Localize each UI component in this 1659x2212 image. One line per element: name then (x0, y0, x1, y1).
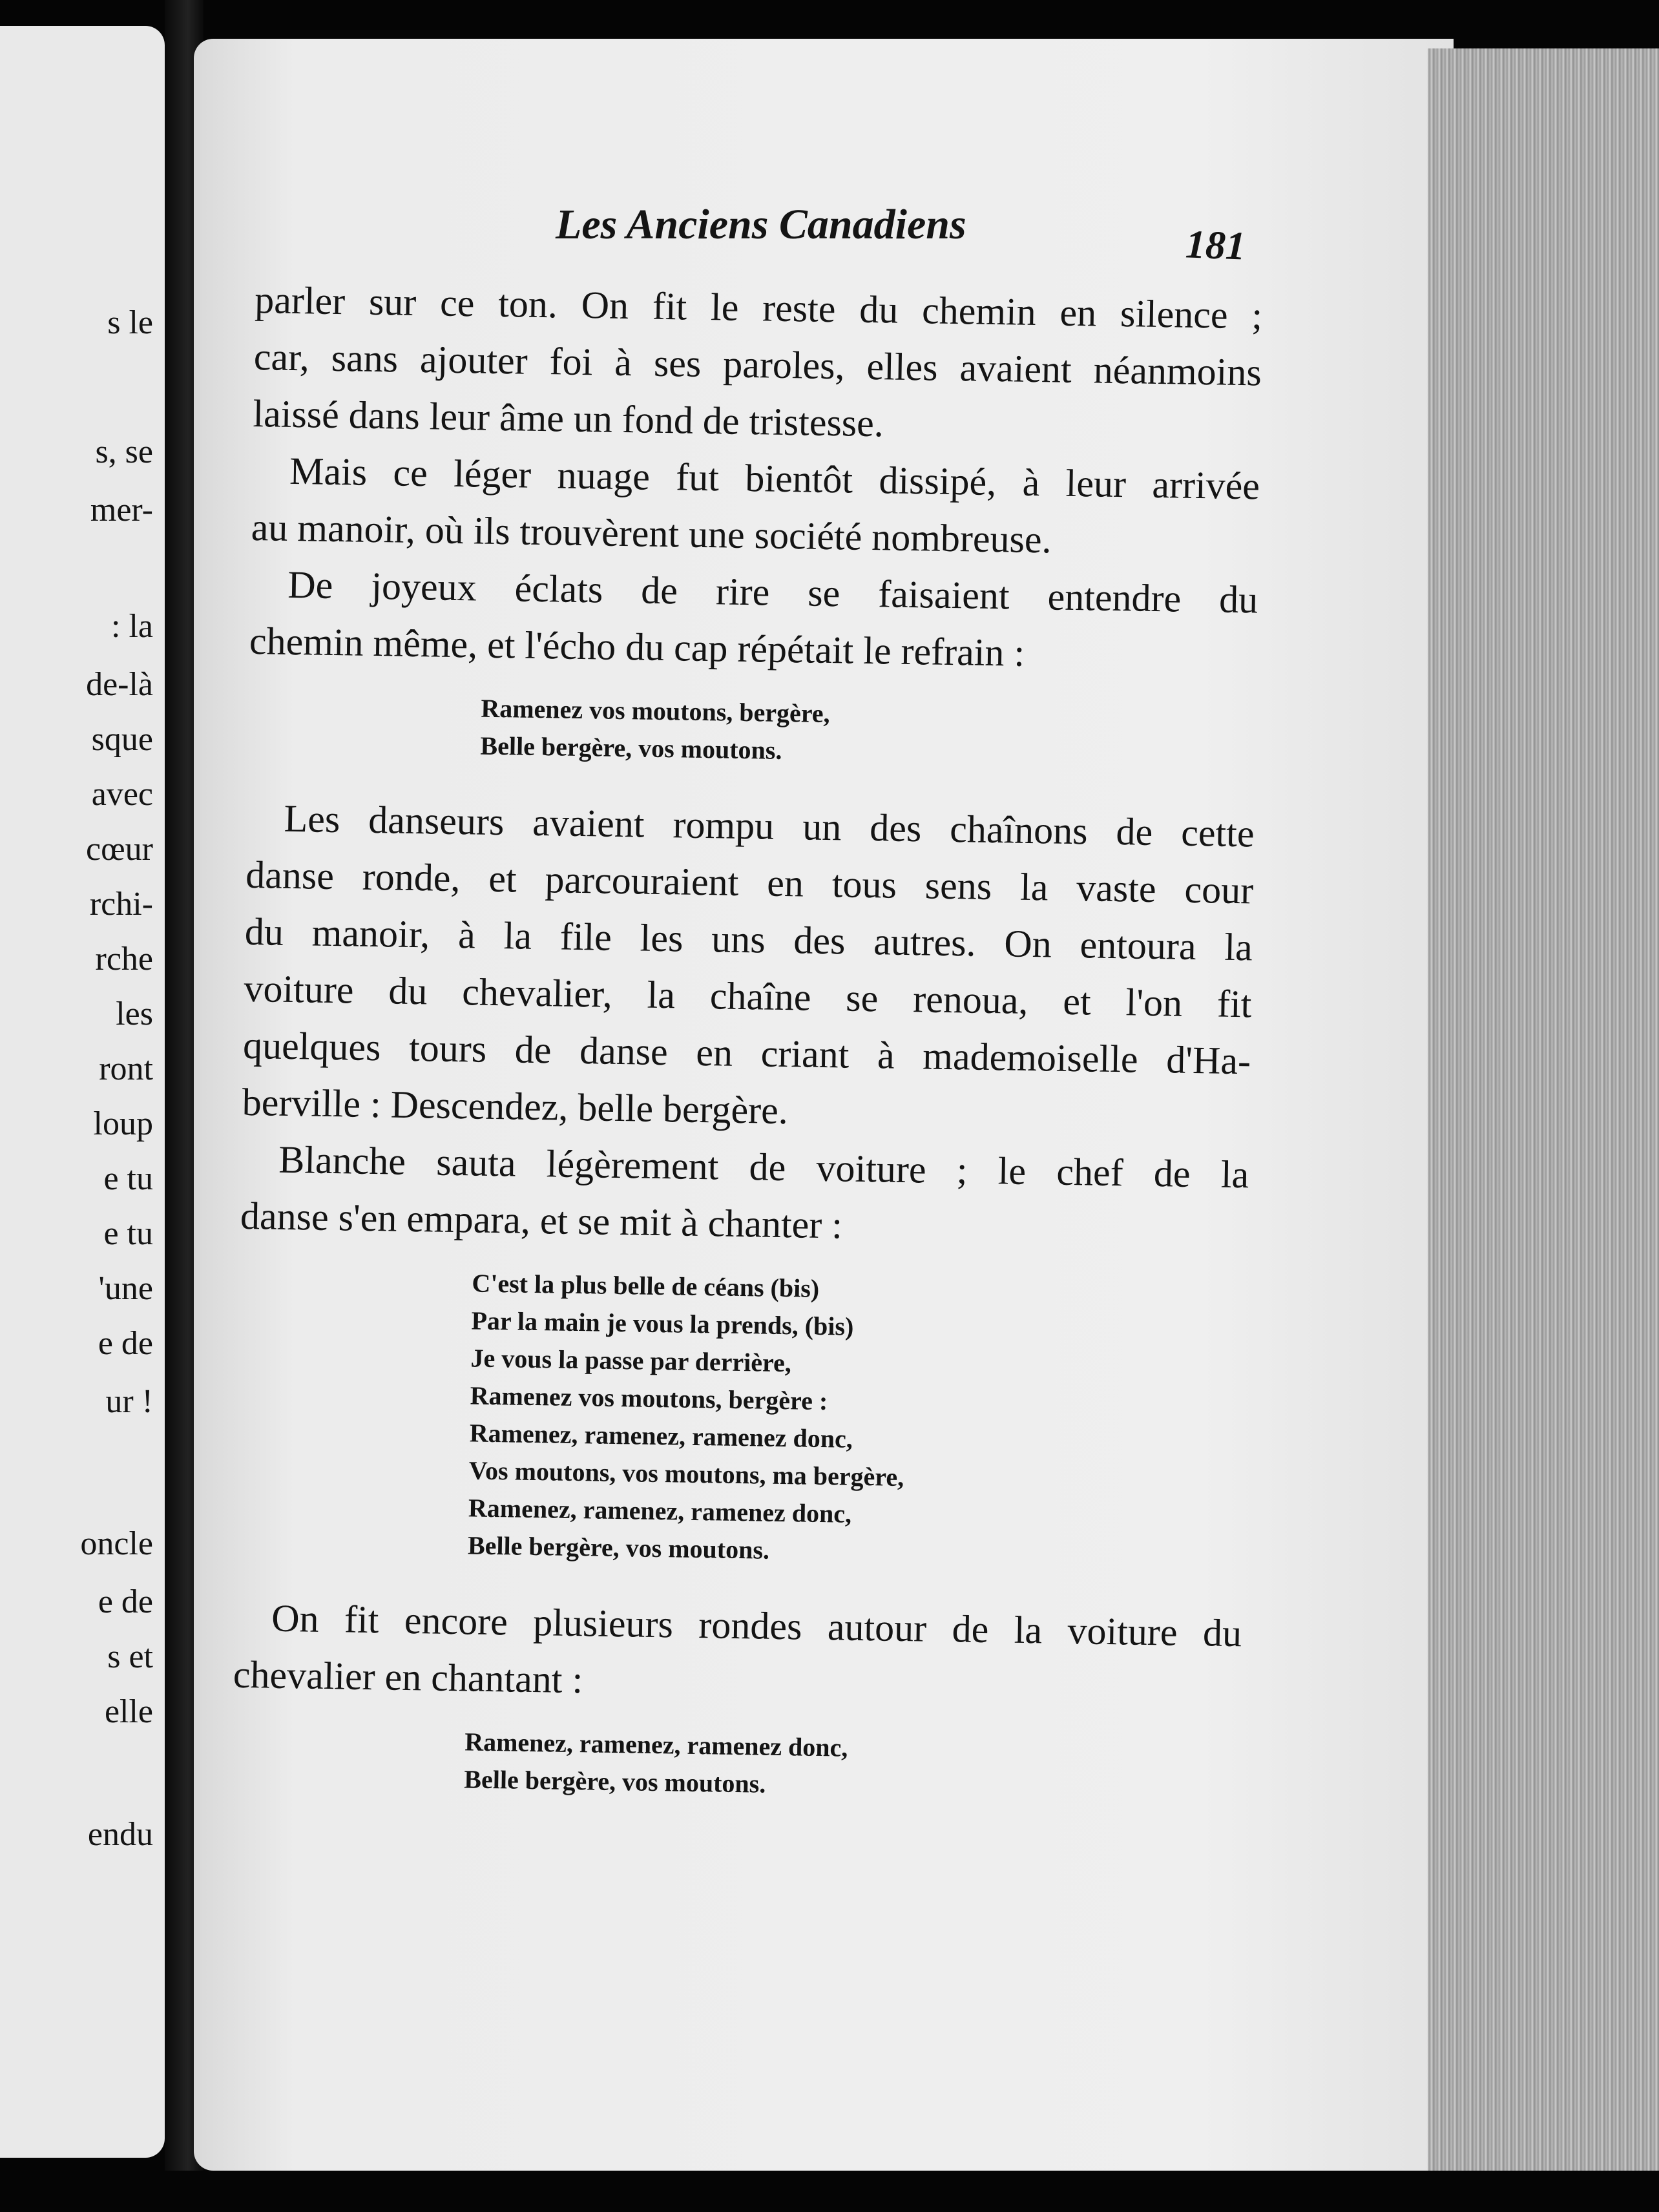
paragraph-line: Mais ce léger nuage fut bientôt dissipé, à leur arrivée (289, 449, 1260, 508)
verse-line: Ramenez, ramenez, ramenez donc, (464, 1727, 848, 1762)
left-page-line: sque (91, 721, 153, 758)
left-page-line: mer- (90, 492, 153, 528)
left-page-line: 'une (98, 1270, 153, 1307)
left-page-line: e de (98, 1583, 153, 1620)
left-page-fragment (0, 26, 165, 2158)
running-title: Les Anciens Canadiens (556, 201, 966, 248)
paragraph-line: quelques tours de danse en criant à mademoiselle d'Ha- (242, 1023, 1251, 1083)
verse-block (231, 1720, 1240, 1810)
left-page-line: cœur (86, 831, 153, 868)
page-edges (1428, 48, 1659, 2171)
left-page-line: s et (107, 1638, 153, 1675)
paragraph-line: car, sans ajouter foi à ses paroles, elles avaient néanmoins (253, 335, 1262, 394)
verse-line: Ramenez vos moutons, bergère : (470, 1381, 828, 1416)
verse-line: C'est la plus belle de céans (bis) (472, 1268, 820, 1303)
paragraph-line: Les danseurs avaient rompu un des chaînons de cette (284, 797, 1255, 855)
verse-line: Belle bergère, vos moutons. (480, 731, 782, 765)
left-page-line: s le (107, 304, 153, 341)
left-page-line: e tu (103, 1215, 153, 1252)
paragraph-line: au manoir, où ils trouvèrent une société nombreuse. (251, 505, 1052, 561)
paragraph-line: parler sur ce ton. On fit le reste du chemin en silence ; (254, 278, 1263, 337)
paragraph-line: On fit encore plusieurs rondes autour de la voiture du (271, 1596, 1242, 1655)
left-page-line: rche (95, 941, 153, 977)
paragraph-line: danse ronde, et parcouraient en tous sens la vaste cour (245, 853, 1254, 912)
paragraph-line: du manoir, à la file les uns des autres. On entoura la (244, 910, 1253, 969)
left-page-line: loup (93, 1105, 153, 1142)
page-number: 181 (1184, 222, 1247, 269)
left-page-line: s, se (95, 433, 153, 470)
verse-line: Belle bergère, vos moutons. (467, 1530, 770, 1565)
left-page-line: de-là (86, 666, 153, 703)
verse-block (235, 1261, 1247, 1576)
left-page-line: e de (98, 1325, 153, 1362)
paragraph-line: danse s'en empara, et se mit à chanter : (240, 1194, 843, 1247)
paragraph-line: laissé dans leur âme un fond de tristesse. (253, 391, 884, 445)
left-page-line: les (116, 996, 153, 1032)
verse-line: Vos moutons, vos moutons, ma bergère, (468, 1456, 904, 1492)
left-page-line: ur ! (105, 1383, 153, 1420)
paragraph-line: Blanche sauta légèrement de voiture ; le chef de la (278, 1138, 1249, 1196)
page-body (231, 271, 1263, 1839)
paragraph-line: chevalier en chantant : (233, 1653, 583, 1702)
paragraph-line: voiture du chevalier, la chaîne se renoua, et l'on fit (244, 966, 1252, 1026)
paragraph-line: berville : Descendez, belle bergère. (242, 1080, 789, 1132)
paragraph-line: De joyeux éclats de rire se faisaient entendre du (287, 563, 1258, 621)
verse-line: Ramenez, ramenez, ramenez donc, (469, 1418, 853, 1454)
left-page-line: e tu (103, 1160, 153, 1197)
paragraph-line: chemin même, et l'écho du cap répétait le refrain : (249, 619, 1025, 674)
verse-block (247, 686, 1257, 777)
left-page-line: oncle (80, 1525, 153, 1562)
left-page-line: elle (104, 1693, 153, 1730)
scan-border (0, 2171, 1659, 2212)
verse-line: Belle bergère, vos moutons. (464, 1764, 766, 1799)
left-page-line: ront (99, 1050, 153, 1087)
verse-line: Ramenez vos moutons, bergère, (481, 693, 830, 729)
left-page-line: avec (91, 776, 153, 813)
left-page-line: endu (87, 1816, 153, 1853)
left-page-line: : la (111, 608, 153, 645)
verse-line: Par la main je vous la prends, (bis) (471, 1306, 854, 1341)
verse-line: Je vous la passe par derrière, (470, 1343, 792, 1378)
verse-line: Ramenez, ramenez, ramenez donc, (468, 1493, 852, 1529)
left-page-line: rchi- (89, 886, 153, 923)
